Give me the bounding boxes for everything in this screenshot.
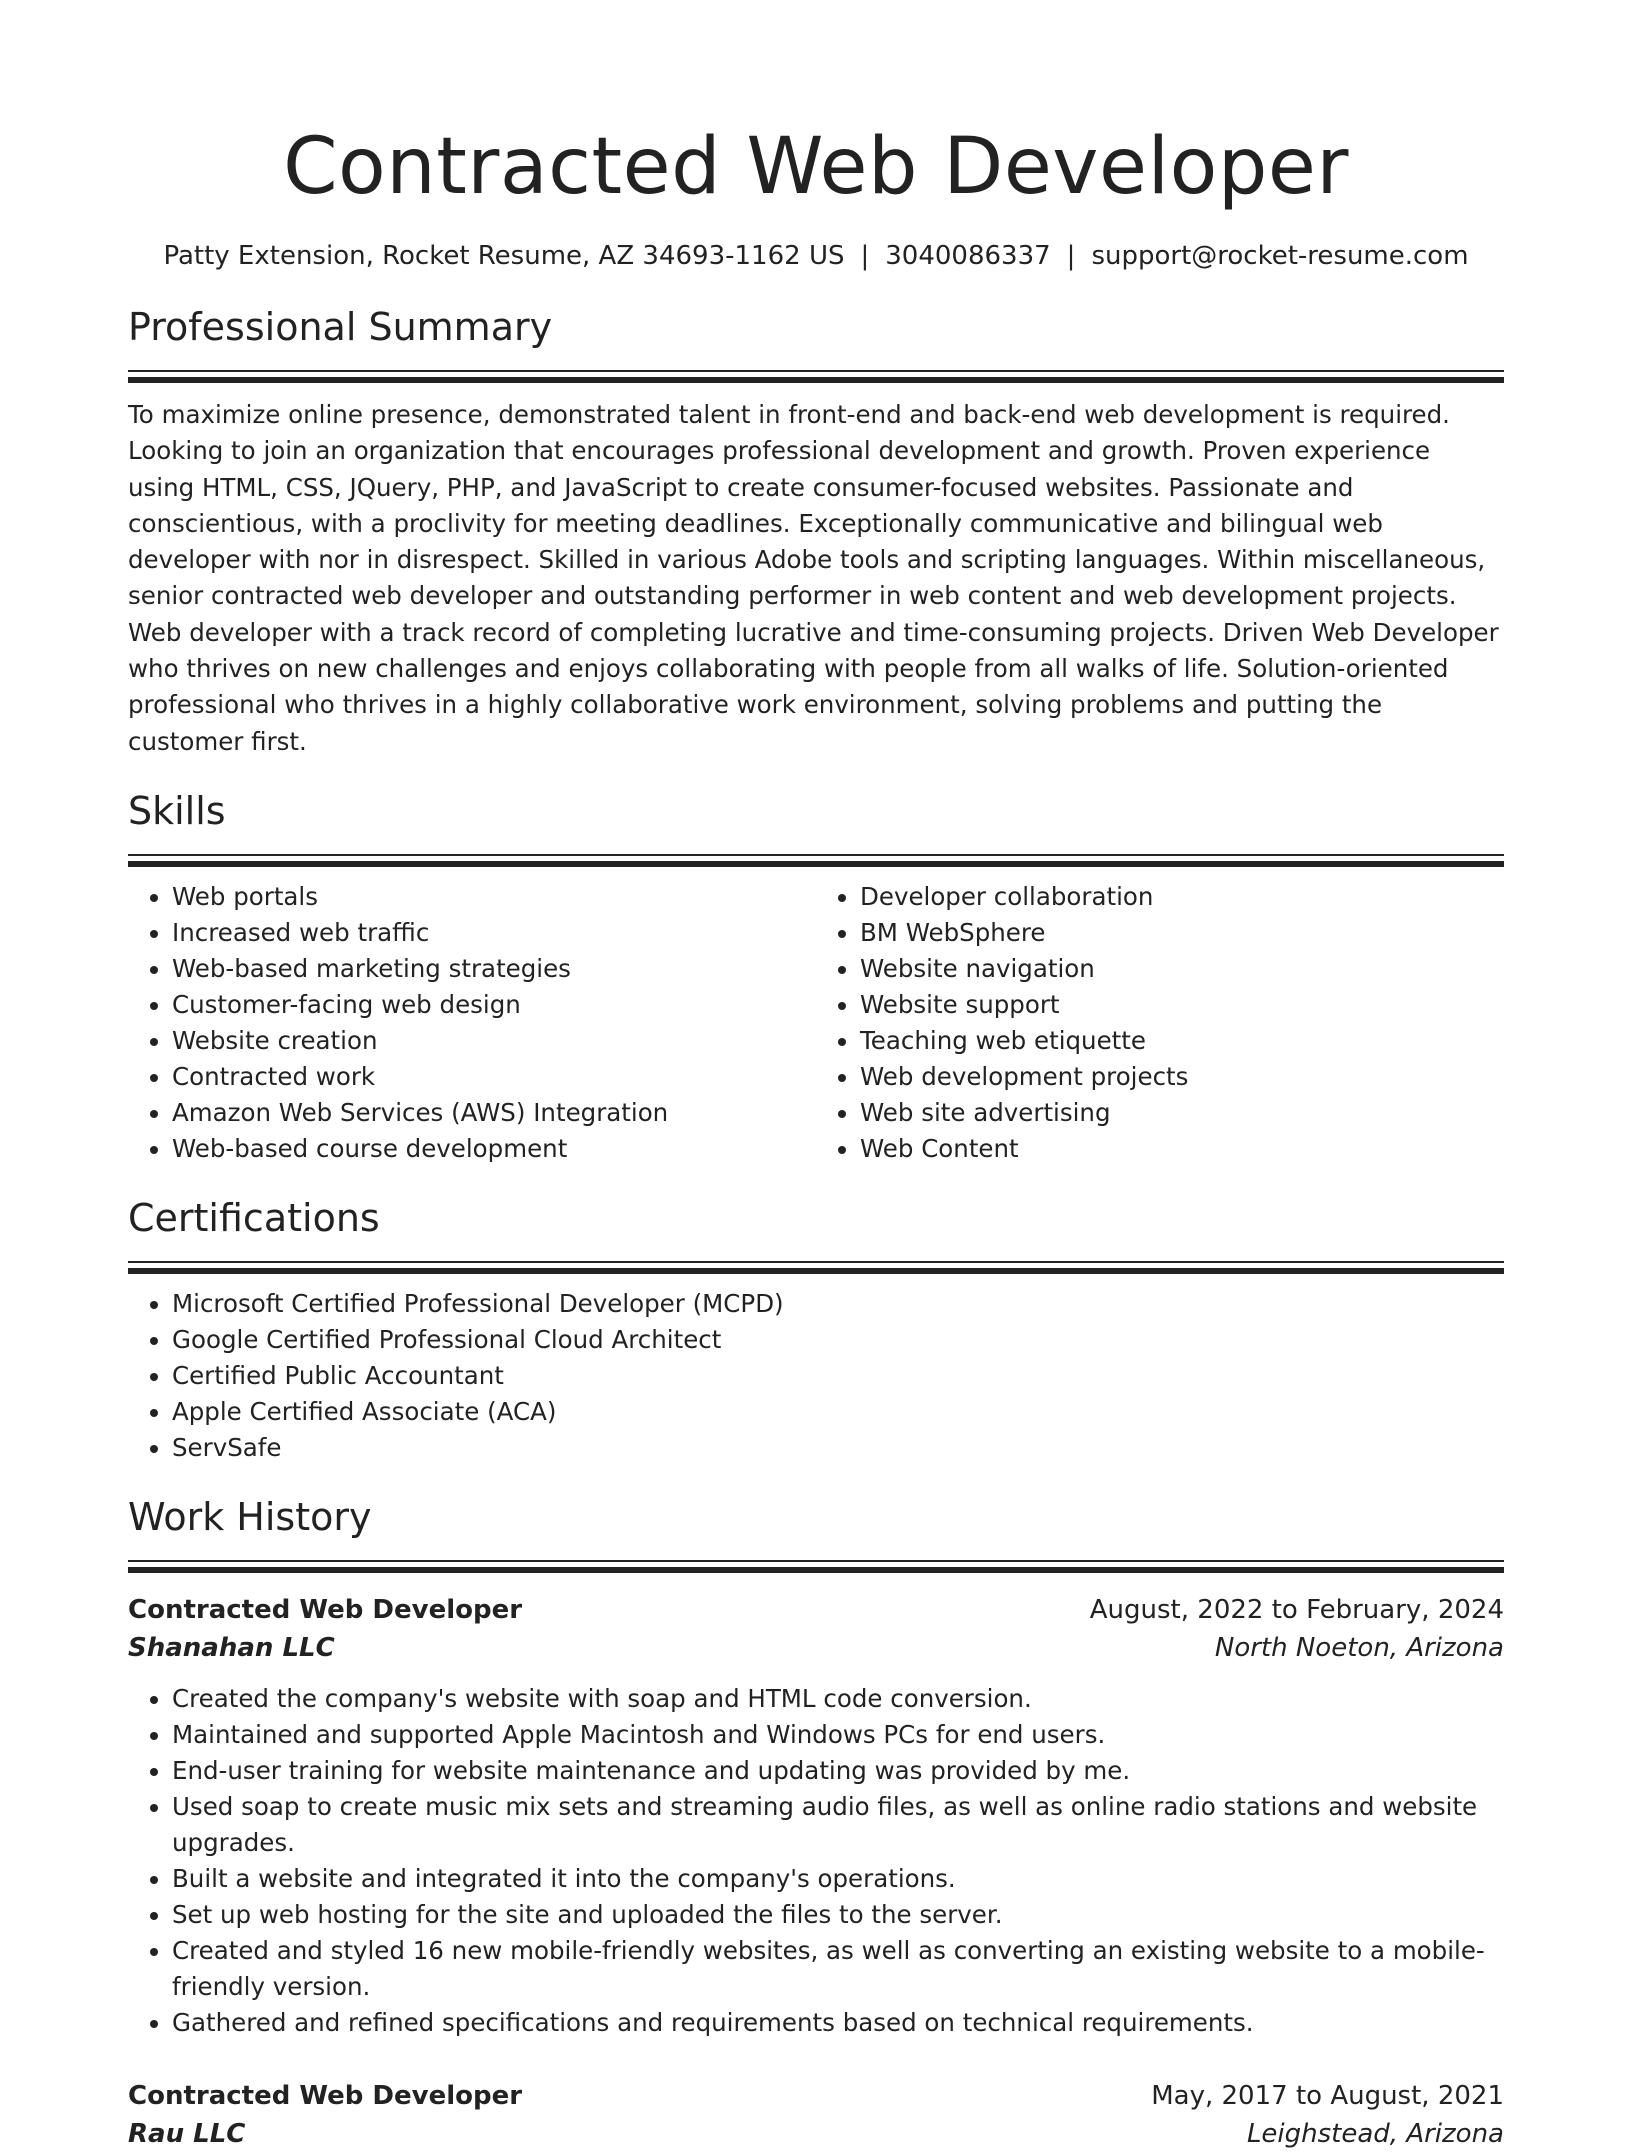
skill-item: • Developer collaboration <box>860 879 1504 915</box>
job-location: North Noeton, Arizona <box>1214 1632 1504 1663</box>
job-company-row <box>128 1629 1504 1667</box>
skill-item: • Increased web traffic <box>172 915 816 951</box>
section-heading-summary: Professional Summary <box>128 305 553 349</box>
skill-item: • Web-based marketing strategies <box>172 951 816 987</box>
job-bullet: • End-user training for website maintenance and updating was provided by me. <box>172 1753 1504 1789</box>
contact-address: Patty Extension, Rocket Resume, AZ 34693-1162 US <box>163 241 845 271</box>
skill-item: • Amazon Web Services (AWS) Integration <box>172 1095 816 1131</box>
skill-item: • Website creation <box>172 1023 816 1059</box>
job-bullet: • Built a website and integrated it into the company's operations. <box>172 1861 1504 1897</box>
skill-item: • Website support <box>860 987 1504 1023</box>
job-bullet: • Used soap to create music mix sets and streaming audio files, as well as online radio stations and website upgrades. <box>172 1789 1504 1861</box>
summary-section <box>128 302 1504 760</box>
certification-item: • ServSafe <box>172 1430 1504 1466</box>
job-company: Rau LLC <box>128 2118 246 2149</box>
contact-email: support@rocket-resume.com <box>1091 241 1469 271</box>
skill-item: • Customer-facing web design <box>172 987 816 1023</box>
certifications-section <box>128 1193 1504 1466</box>
section-heading-work-history: Work History <box>128 1494 372 1539</box>
job-bullet: • Gathered and refined specifications and requirements based on technical requirements. <box>172 2005 1504 2041</box>
skill-item: • Web site advertising <box>860 1095 1504 1131</box>
resume-page <box>128 118 1504 2153</box>
job-dates: August, 2022 to February, 2024 <box>1089 1594 1504 1625</box>
skills-section <box>128 786 1504 1167</box>
job-entry <box>128 1591 1504 2041</box>
certification-item: • Microsoft Certified Professional Developer (MCPD) <box>172 1286 1504 1322</box>
skill-item: • Web Content <box>860 1131 1504 1167</box>
certifications-list <box>128 1286 1504 1466</box>
certification-item: • Apple Certified Associate (ACA) <box>172 1394 1504 1430</box>
job-bullets <box>128 1681 1504 2041</box>
contact-separator: | <box>860 241 870 271</box>
skills-grid <box>128 879 1504 1167</box>
contact-phone: 3040086337 <box>885 241 1051 271</box>
skills-list-right <box>816 879 1504 1167</box>
job-bullet: • Created and styled 16 new mobile-friendly websites, as well as converting an existing website to a mobile-friendly version. <box>172 1933 1504 2005</box>
job-entry <box>128 2077 1504 2153</box>
skill-item: • Teaching web etiquette <box>860 1023 1504 1059</box>
job-header-row <box>128 1591 1504 1629</box>
job-company-row <box>128 2115 1504 2153</box>
section-divider <box>128 370 1504 383</box>
skill-item: • BM WebSphere <box>860 915 1504 951</box>
job-dates: May, 2017 to August, 2021 <box>1151 2080 1504 2111</box>
job-header-row <box>128 2077 1504 2115</box>
job-title: Contracted Web Developer <box>128 2080 523 2111</box>
job-location: Leighstead, Arizona <box>1246 2118 1504 2149</box>
section-heading-certifications: Certifications <box>128 1195 380 1240</box>
skill-item: • Website navigation <box>860 951 1504 987</box>
skill-item: • Web development projects <box>860 1059 1504 1095</box>
contact-separator: | <box>1066 241 1076 271</box>
section-divider <box>128 854 1504 867</box>
skills-list-left <box>128 879 816 1167</box>
certification-item: • Certified Public Accountant <box>172 1358 1504 1394</box>
skill-item: • Web-based course development <box>172 1131 816 1167</box>
section-heading-skills: Skills <box>128 788 226 833</box>
skill-item: • Contracted work <box>172 1059 816 1095</box>
certification-item: • Google Certified Professional Cloud Architect <box>172 1322 1504 1358</box>
skill-item: • Web portals <box>172 879 816 915</box>
work-history-section <box>128 1492 1504 2153</box>
job-bullet: • Maintained and supported Apple Macintosh and Windows PCs for end users. <box>172 1717 1504 1753</box>
contact-line <box>128 236 1504 276</box>
job-bullet: • Set up web hosting for the site and uploaded the files to the server. <box>172 1897 1504 1933</box>
summary-text: To maximize online presence, demonstrated talent in front-end and back-end web development is required. Looking to join an organization that encourages professional development and growth. Proven experience using HTML, CSS, JQuery, PHP, and JavaScript to create consumer-focused websites. Passionate and conscientious, with a proclivity for meeting deadlines. Exceptionally communicative and bilingual web developer with nor in disrespect. Skilled in various Adobe tools and scripting languages. Within miscellaneous, senior contracted web developer and outstanding performer in web content and web development projects. Web developer with a track record of completing lucrative and time-consuming projects. Driven Web Developer who thrives on new challenges and enjoys collaborating with people from all walks of life. Solution-oriented professional who thrives in a highly collaborative work environment, solving problems and putting the customer first. <box>128 400 1499 756</box>
job-bullet: • Created the company's website with soap and HTML code conversion. <box>172 1681 1504 1717</box>
resume-title: Contracted Web Developer <box>283 122 1349 212</box>
job-title: Contracted Web Developer <box>128 1594 523 1625</box>
section-divider <box>128 1560 1504 1573</box>
section-divider <box>128 1261 1504 1274</box>
job-company: Shanahan LLC <box>128 1632 335 1663</box>
